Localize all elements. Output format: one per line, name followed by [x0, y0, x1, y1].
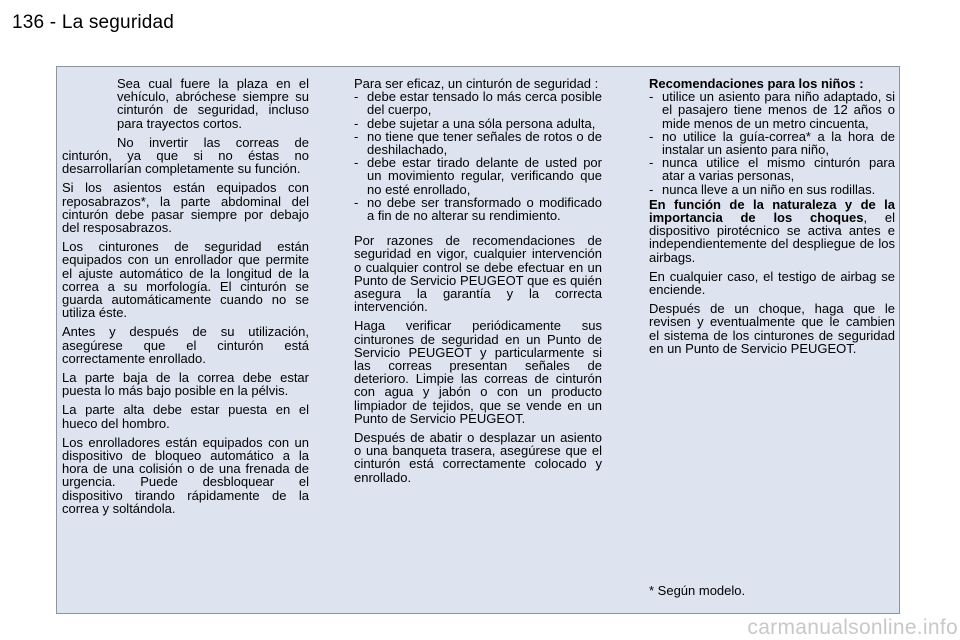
list-item: - no utilice la guía-correa* a la hora de instalar un asiento para niño, [649, 128, 895, 158]
paragraph: Antes y después de su utilización, asegúrese que el cinturón está correctamente enrollado. [62, 324, 309, 366]
paragraph: Los enrolladores están equipados con un dispositivo de bloqueo automático a la hora de una colisión o de una frenada de urgencia. Puede desbloquear el dispositivo tirando rápidamente de la correa y soltándola. [62, 434, 309, 516]
page-header [12, 12, 174, 34]
paragraph: Después de abatir o desplazar un asiento o una banqueta trasera, asegúrese que el cinturón está correctamente colocado y enrollado. [354, 430, 602, 485]
list-item: - no debe ser transformado o modificado a fin de no alterar su rendimiento. [354, 194, 602, 224]
paragraph: La parte baja de la correa debe estar puesta lo más bajo posible en la pélvis. [62, 370, 309, 399]
paragraph: Los cinturones de seguridad están equipados con un enrollador que permite el ajuste automático de la longitud de la correa a su morfología. El cinturón se guarda automáticamente cuando no se utiliza éste. [62, 239, 309, 321]
bold-lead: En función de la naturaleza y de la importancia de los choques [649, 196, 895, 226]
watermark: carmanualsonline.info [747, 616, 958, 639]
page-number: 136 [12, 12, 45, 33]
column-right [649, 77, 895, 361]
paragraph: Después de un choque, haga que le revisen y eventualmente que le cambien el sistema de los cinturones de seguridad en un Punto de Servicio PEUGEOT. [649, 301, 895, 356]
requirements-list [354, 90, 602, 222]
list-item: - debe estar tirado delante de usted por un movimiento regular, verificando que no esté enrollado, [354, 155, 602, 197]
paragraph: La parte alta debe estar puesta en el hueco del hombro. [62, 402, 309, 431]
content-box [56, 66, 900, 614]
list-item: - nunca utilice el mismo cinturón para atar a varias personas, [649, 155, 895, 184]
list-item: - debe estar tensado lo más cerca posible del cuerpo, [354, 89, 602, 118]
list-item: - utilice un asiento para niño adaptado, si el pasajero tiene menos de 12 años o mide menos de un metro cincuenta, [649, 89, 895, 131]
paragraph: Sea cual fuere la plaza en el vehículo, abróchese siempre su cinturón de seguridad, incluso para trayectos cortos. [117, 76, 309, 131]
children-heading: Recomendaciones para los niños : [649, 76, 864, 91]
section-title: La seguridad [61, 12, 175, 33]
list-item: - debe sujetar a una sóla persona adulta, [354, 115, 596, 131]
paragraph: Si los asientos están equipados con reposabrazos*, la parte abdominal del cinturón debe pasar siempre por debajo del resposabrazos. [62, 180, 309, 236]
children-list [649, 90, 895, 196]
paragraph: Para ser eficaz, un cinturón de seguridad : [354, 76, 599, 91]
paragraph: En cualquier caso, el testigo de airbag se enciende. [649, 268, 895, 298]
column-middle [354, 77, 602, 490]
column-left [62, 77, 309, 521]
header-separator: - [49, 12, 57, 33]
list-item: - nunca lleve a un niño en sus rodillas. [649, 181, 876, 197]
pictogram-space [62, 77, 117, 137]
paragraph-rest: , el dispositivo pirotécnico se activa antes e independientemente del despliegue de los airbags. [649, 210, 895, 265]
paragraph: Haga verificar periódicamente sus cinturones de seguridad en un Punto de Servicio PEUGEOT y particularmente si las correas presentan señales de deterioro. Limpie las correas de cinturón con agua y jabón o con un producto limpiador de tejidos, que se vende en un Punto de Servicio PEUGEOT. [354, 318, 602, 426]
paragraph [649, 198, 895, 264]
paragraph: Por razones de recomendaciones de seguridad en vigor, cualquier intervención o cualquier control se debe efectuar en un Punto de Servicio PEUGEOT que es quién asegura la garantía y la correcta intervención. [354, 233, 602, 315]
paragraph: No invertir las correas de cinturón, ya que si no éstas no desarrollarían completamente su función. [62, 134, 309, 177]
list-item: - no tiene que tener señales de rotos o de deshilachado, [354, 128, 602, 158]
footnote: * Según modelo. [649, 583, 746, 598]
